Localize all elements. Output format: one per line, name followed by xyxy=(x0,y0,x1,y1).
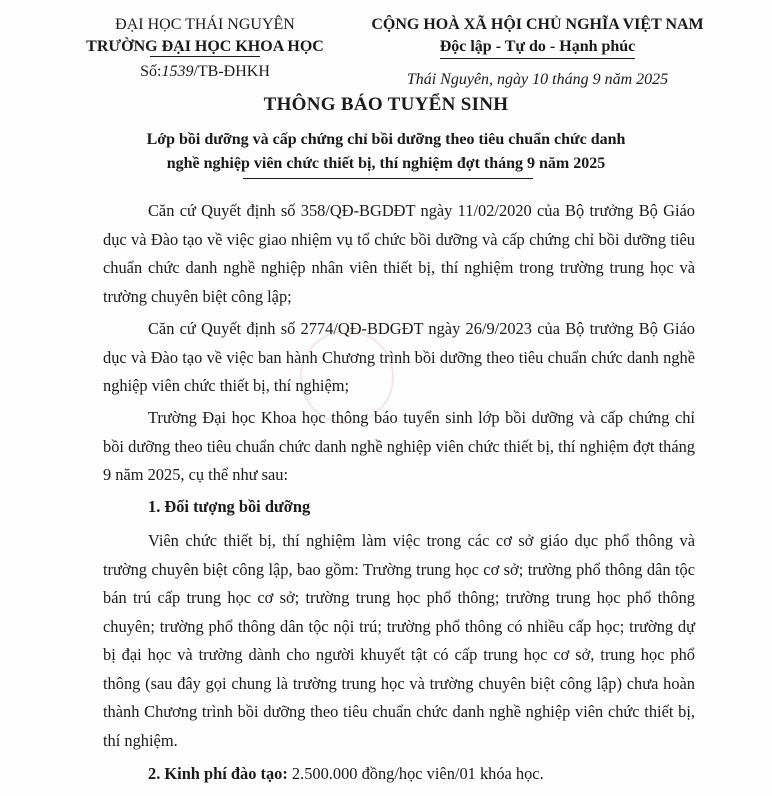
document-date: Thái Nguyên, ngày 10 tháng 9 năm 2025 xyxy=(406,71,669,88)
section-heading-2: 2. Kinh phí đào tạo: 2.500.000 đồng/học viên/01 khóa học. xyxy=(148,764,544,783)
national-motto: Độc lập - Tự do - Hạnh phúc xyxy=(439,38,636,55)
paragraph-basis-1: Căn cứ Quyết định số 358/QĐ-BGDĐT ngày 11/02/2020 của Bộ trưởng Bộ Giáo dục và Đào tạo về việc giao nhiệm vụ tổ chức bồi dưỡng và cấp chứng chỉ bồi dưỡng tiêu chuẩn chức danh nghề nghiệp nhân viên thiết bị, thí nghiệm trong trường trung học và trường chuyên biệt công lập; xyxy=(103,201,695,306)
subtitle-underline xyxy=(243,178,533,179)
document-subtitle: Lớp bồi dưỡng và cấp chứng chỉ bồi dưỡng theo tiêu chuẩn chức danh nghề nghiệp viên chức thiết bị, thí nghiệm đợt tháng 9 năm 2025 xyxy=(146,131,626,172)
handwritten-day: 10 xyxy=(532,71,549,88)
national-header xyxy=(365,14,710,91)
paragraph-target-audience: Viên chức thiết bị, thí nghiệm làm việc trong các cơ sở giáo dục phổ thông và trường chuyên biệt công lập, bao gồm: Trường trung học cơ sở; trường phổ thông dân tộc bán trú cấp trung học cơ sở; trường trung học phổ thông; trường trung học phổ thông chuyên; trường phổ thông dân tộc nội trú; trường phổ thông có nhiều cấp học; trường dự bị đại học và trường dành cho người khuyết tật có cấp trung học cơ sở, trung học phổ thông (sau đây gọi chung là trường trung học và trường chuyên biệt công lập) chưa hoàn thành Chương trình bồi dưỡng theo tiêu chuẩn chức danh nghề nghiệp viên chức thiết bị, thí nghiệm. xyxy=(103,531,695,750)
handwritten-number: 1539 xyxy=(161,63,194,80)
national-title: CỘNG HOÀ XÃ HỘI CHỦ NGHĨA VIỆT NAM xyxy=(371,16,704,33)
handwritten-month: 9 xyxy=(592,71,601,88)
issuer-header xyxy=(80,14,330,83)
fee-value: 2.500.000 đồng/học viên/01 khóa học. xyxy=(287,764,544,783)
paragraph-basis-2: Căn cứ Quyết định số 2774/QĐ-BDGĐT ngày 26/9/2023 của Bộ trưởng Bộ Giáo dục và Đào tạo về việc ban hành Chương trình bồi dưỡng theo tiêu chuẩn chức danh nghề nghiệp viên chức thiết bị, thí nghiệm; xyxy=(103,319,695,395)
document-title: THÔNG BÁO TUYỂN SINH xyxy=(263,94,509,115)
document-number: Số:1539/TB-ĐHKH xyxy=(140,63,270,80)
paragraph-announcement: Trường Đại học Khoa học thông báo tuyển sinh lớp bồi dưỡng và cấp chứng chỉ bồi dưỡng theo tiêu chuẩn chức danh nghề nghiệp viên chức thiết bị, thí nghiệm đợt tháng 9 năm 2025, cụ thể như sau: xyxy=(103,408,695,484)
school-name: TRƯỜNG ĐẠI HỌC KHOA HỌC xyxy=(86,38,324,55)
motto-underline xyxy=(440,58,635,59)
parent-organization: ĐẠI HỌC THÁI NGUYÊN xyxy=(115,16,295,33)
section-heading-1: 1. Đối tượng bồi dưỡng xyxy=(148,497,311,516)
